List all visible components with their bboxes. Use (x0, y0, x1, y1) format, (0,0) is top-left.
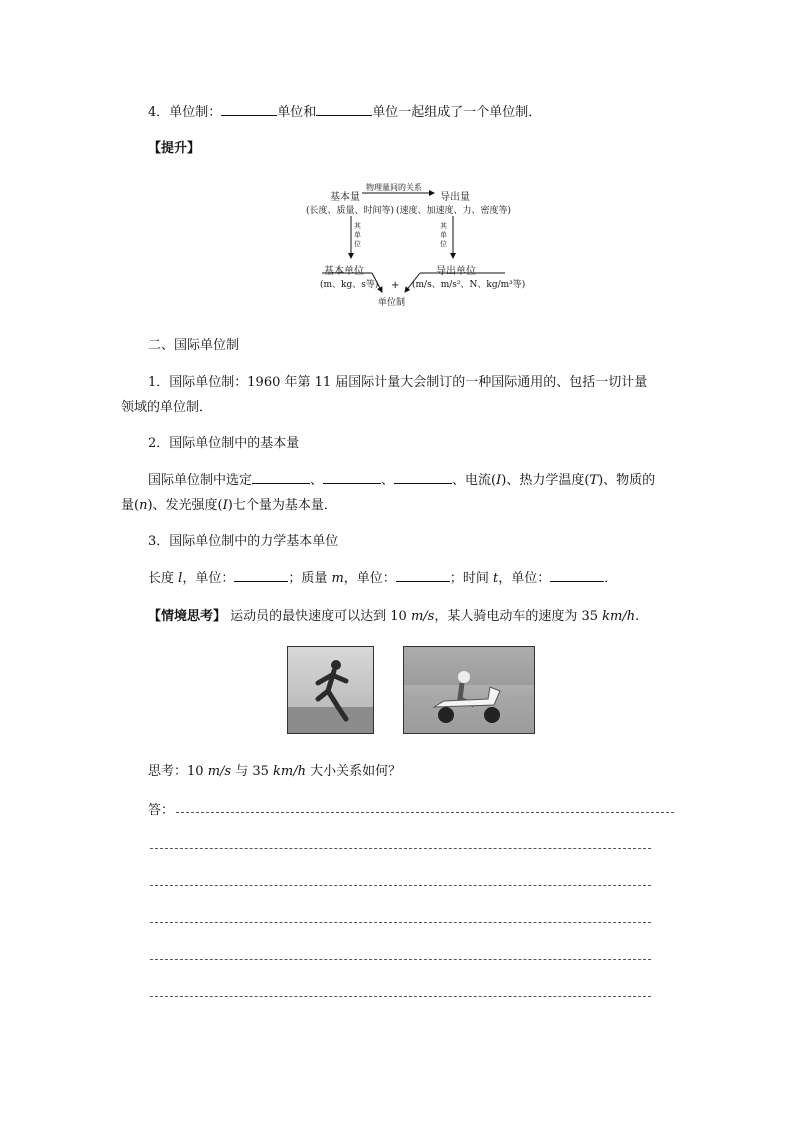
section-2-p2-line2: 量(n)、发光强度(I)七个量为基本量． (121, 498, 337, 513)
blank-base-qty-1[interactable] (252, 470, 310, 484)
item-4-mid: 单位和 (277, 105, 317, 120)
item-4-num: 4．单位制： (148, 105, 222, 120)
tisheng-heading: 【提升】 (148, 141, 201, 156)
section-2-p1-line1: 1．国际单位制：1960 年第 11 届国际计量大会制订的一种国际通用的、包括一切计量 (148, 375, 648, 390)
section-2-p2-title: 2．国际单位制中的基本量 (148, 436, 300, 451)
scenario-tag: 【情境思考】 (148, 609, 227, 624)
base-unit-examples: (m、kg、s等) (320, 280, 379, 290)
section-2-p3-title: 3．国际单位制中的力学基本单位 (148, 534, 339, 549)
base-unit: 基本单位 (324, 266, 364, 277)
scenario-line: 【情境思考】 运动员的最快速度可以达到 10 m/s，某人骑电动车的速度为 35 km/h. (148, 609, 640, 624)
section-2-heading: 二、国际单位制 (148, 338, 240, 353)
answer-line-3[interactable] (150, 885, 651, 886)
scooter-figure (404, 647, 534, 733)
blank-time-unit[interactable] (550, 568, 604, 582)
question-line: 思考：10 m/s 与 35 km/h 大小关系如何？ (148, 764, 402, 779)
answer-line-2[interactable] (150, 848, 651, 849)
item-4-end: 单位一起组成了一个单位制． (372, 105, 542, 120)
unit-system-diagram (300, 180, 526, 310)
section-2-p1-line2: 领域的单位制． (121, 400, 213, 415)
derived-unit-examples: (m/s、m/s²、N、kg/m³等) (412, 280, 526, 290)
derived-unit: 导出单位 (436, 266, 476, 277)
answer-line-5[interactable] (150, 959, 651, 960)
base-examples: (长度、质量、时间等) (306, 206, 395, 216)
relation-label: 物理量间的关系 (366, 183, 422, 192)
blank-base-qty-2[interactable] (323, 470, 381, 484)
base-quantity: 基本量 (330, 192, 360, 203)
answer-label: 答： (148, 803, 175, 818)
blank-length-unit[interactable] (234, 568, 288, 582)
answer-line-4[interactable] (150, 922, 651, 923)
blank-4b[interactable] (316, 102, 372, 116)
runner-photo (287, 646, 374, 734)
answer-line-1[interactable] (176, 812, 674, 813)
runner-figure (288, 647, 373, 733)
arrow-label-left: 其 单 位 (354, 222, 361, 248)
scooter-photo (403, 646, 535, 734)
plus-sign: + (391, 280, 400, 291)
blank-mass-unit[interactable] (396, 568, 450, 582)
derived-quantity: 导出量 (440, 192, 470, 203)
item-4 (148, 101, 541, 120)
answer-line-6[interactable] (150, 996, 651, 997)
blank-base-qty-3[interactable] (394, 470, 452, 484)
blank-4a[interactable] (221, 102, 277, 116)
derived-examples: (速度、加速度、力、密度等) (396, 206, 512, 216)
section-2-p2-line1: 国际单位制中选定 、 、 、电流(I)、热力学温度(T)、物质的 (148, 469, 655, 488)
section-2-p3-line: 长度 l，单位： ；质量 m，单位： ；时间 t，单位： ． (148, 567, 617, 586)
unit-system-label: 单位制 (378, 298, 406, 308)
arrow-label-right: 其 单 位 (440, 222, 447, 248)
